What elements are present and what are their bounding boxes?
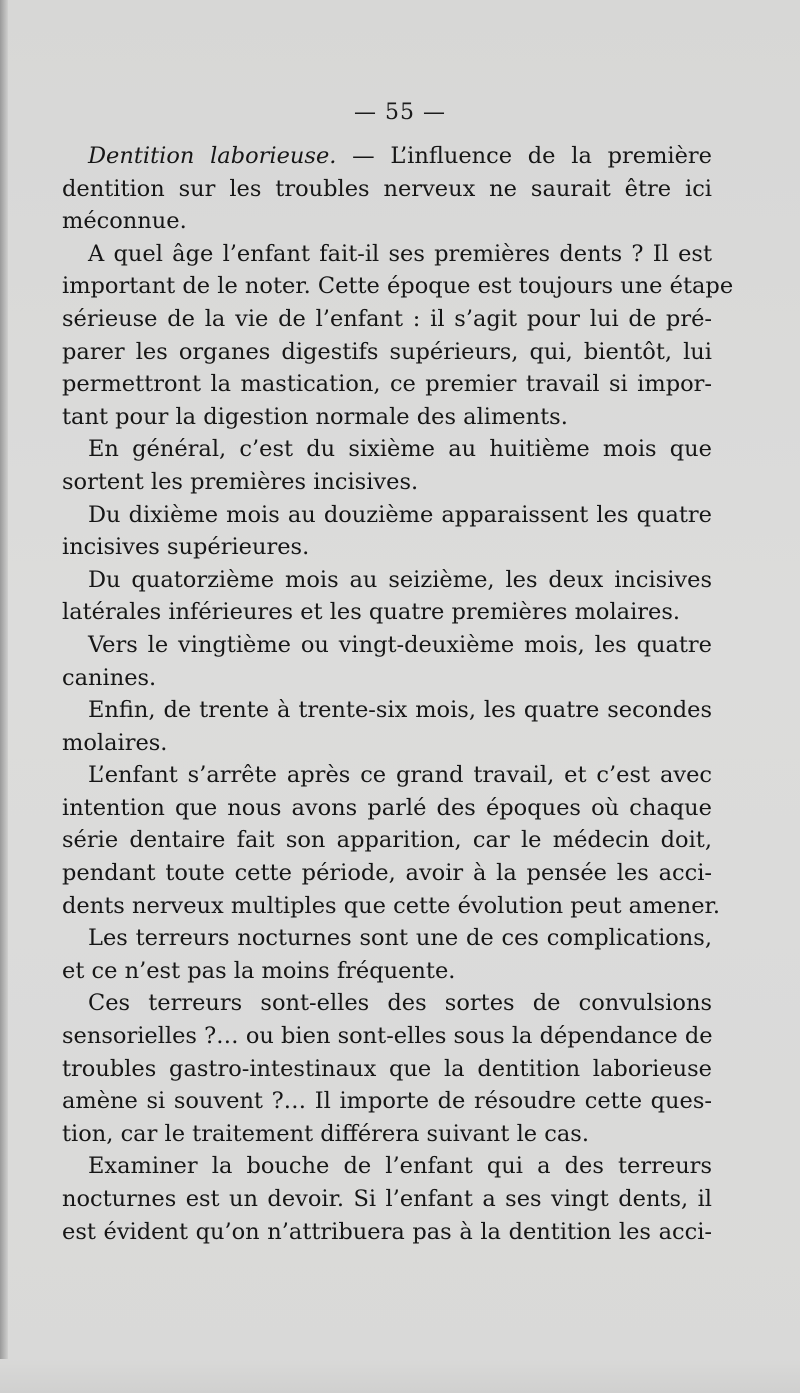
- line-text: canines.: [62, 664, 157, 691]
- line-text: série dentaire fait son apparition, car le médecin doit,: [62, 827, 712, 854]
- text-line: [62, 1183, 712, 1216]
- line-text: sortent les premières incisives.: [62, 468, 419, 495]
- line-text: A quel âge l’enfant fait-il ses premières dents ? Il est: [88, 240, 712, 267]
- text-line: [62, 1085, 712, 1118]
- text-line: [62, 987, 712, 1020]
- text-line: [62, 205, 712, 238]
- text-line: [62, 140, 712, 173]
- text-line: [62, 368, 712, 401]
- text-line: [62, 955, 712, 988]
- text-line: [62, 531, 712, 564]
- text-line: [62, 238, 712, 271]
- line-text: intention que nous avons parlé des époques où chaque: [62, 794, 712, 821]
- line-text: Les terreurs nocturnes sont une de ces complications,: [88, 925, 712, 952]
- text-line: [62, 303, 712, 336]
- line-text: Du dixième mois au douzième apparaissent les quatre: [88, 501, 712, 528]
- line-text: incisives supérieures.: [62, 534, 310, 561]
- line-text: tant pour la digestion normale des aliments.: [62, 403, 568, 430]
- text-line: [62, 922, 712, 955]
- text-line: [62, 466, 712, 499]
- line-text: Enfin, de trente à trente-six mois, les quatre secondes: [88, 697, 712, 724]
- line-text: important de le noter. Cette époque est toujours une étape: [62, 273, 734, 300]
- text-line: [62, 433, 712, 466]
- text-line: [62, 629, 712, 662]
- page-number: — 55 —: [354, 100, 446, 125]
- text-line: [62, 270, 734, 303]
- text-line: [62, 890, 720, 923]
- text-line: [62, 336, 712, 369]
- line-text: molaires.: [62, 729, 168, 756]
- text-line: [62, 1053, 712, 1086]
- section-heading: Dentition laborieuse.: [88, 143, 337, 169]
- line-text: sensorielles ?… ou bien sont-elles sous la dépendance de: [62, 1023, 713, 1050]
- body-text: [62, 140, 734, 1248]
- line-text: est évident qu’on n’attribuera pas à la dentition les acci-: [62, 1218, 712, 1245]
- line-text: nocturnes est un devoir. Si l’enfant a ses vingt dents, il: [62, 1186, 712, 1212]
- line-text: et ce n’est pas la moins fréquente.: [62, 957, 456, 984]
- text-line: [62, 662, 712, 695]
- line-text: latérales inférieures et les quatre premières molaires.: [62, 599, 681, 626]
- page-bottom-edge: [0, 1359, 800, 1393]
- text-line: [62, 792, 712, 825]
- line-text: pendant toute cette période, avoir à la pensée les acci-: [62, 860, 712, 887]
- text-line: [62, 694, 712, 727]
- line-text: L’enfant s’arrête après ce grand travail, et c’est avec: [88, 762, 712, 789]
- line-text: méconnue.: [62, 208, 187, 235]
- line-text: tion, car le traitement différera suivant le cas.: [62, 1120, 589, 1147]
- text-line: [62, 401, 712, 434]
- text-line: [62, 1020, 712, 1053]
- text-line: [62, 1150, 712, 1183]
- page-binding-edge: [0, 0, 8, 1393]
- line-text: dents nerveux multiples que cette évolution peut amener.: [62, 892, 720, 919]
- line-text: parer les organes digestifs supérieurs, qui, bientôt, lui: [62, 338, 712, 365]
- text-line: [62, 564, 712, 597]
- line-text: En général, c’est du sixième au huitième mois que: [88, 436, 712, 463]
- text-line: [62, 1216, 712, 1249]
- line-text: sérieuse de la vie de l’enfant : il s’agit pour lui de pré-: [62, 305, 712, 332]
- text-line: [62, 499, 712, 532]
- text-line: [62, 857, 712, 890]
- line-text: Du quatorzième mois au seizième, les deux incisives: [88, 566, 712, 593]
- text-line: [62, 1118, 712, 1151]
- text-line: [62, 759, 712, 792]
- line-text: — L’influence de la première: [336, 143, 712, 169]
- line-text: dentition sur les troubles nerveux ne saurait être ici: [62, 175, 712, 202]
- line-text: troubles gastro-intestinaux que la dentition laborieuse: [62, 1055, 712, 1082]
- text-line: [62, 596, 712, 629]
- text-line: [62, 824, 712, 857]
- line-text: permettront la mastication, ce premier travail si impor-: [62, 371, 712, 398]
- text-line: [62, 727, 712, 760]
- line-text: Examiner la bouche de l’enfant qui a des terreurs: [88, 1153, 712, 1180]
- line-text: Vers le vingtième ou vingt-deuxième mois, les quatre: [88, 631, 712, 658]
- text-line: [62, 173, 712, 206]
- line-text: amène si souvent ?… Il importe de résoudre cette ques-: [62, 1088, 712, 1115]
- line-text: Ces terreurs sont-elles des sortes de convulsions: [88, 990, 712, 1017]
